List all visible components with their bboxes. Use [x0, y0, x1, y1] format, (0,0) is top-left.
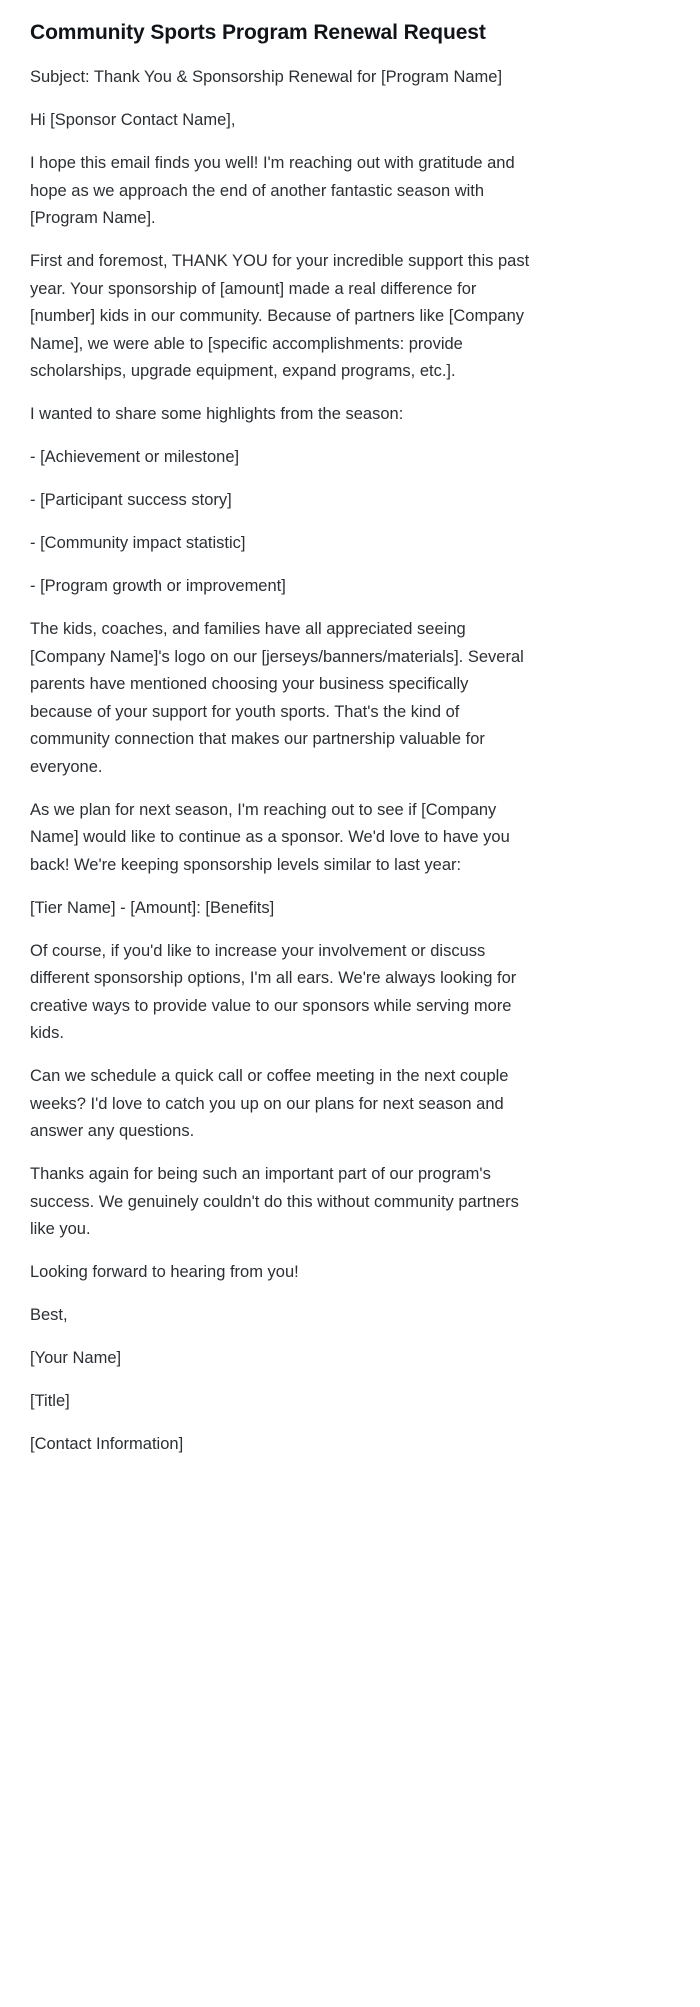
page-title: Community Sports Program Renewal Request [30, 21, 486, 44]
body-paragraph-4: As we plan for next season, I'm reaching out to see if [Company Name] would like to continue as a sponsor. We'd love to have you back! We're keeping sponsorship levels similar to last year: [30, 800, 510, 874]
body-paragraph-3: The kids, coaches, and families have all appreciated seeing [Company Name]'s logo on our [jerseys/banners/materials]. Several parents have mentioned choosing your business specifically because of your support for youth sports. That's the kind of community connection that makes our partnership valuable for everyone. [30, 620, 524, 776]
body-paragraph-5: Of course, if you'd like to increase your involvement or discuss different sponsorship options, I'm all ears. We're always looking for creative ways to provide value to our sponsors while serving more kids. [30, 941, 517, 1042]
list-item: - [Program growth or improvement] [30, 577, 286, 595]
list-item: - [Participant success story] [30, 491, 232, 509]
list-item: - [Achievement or milestone] [30, 448, 240, 466]
body-paragraph-2: First and foremost, THANK YOU for your incredible support this past year. Your sponsorship of [amount] made a real difference for [number] kids in our community. Because of partners like [Company Name], we were able to [specific accomplishments: provide scholarships, upgrade equipment, expand programs, etc.]. [30, 252, 530, 380]
signature-name: [Your Name] [30, 1349, 122, 1367]
signature-contact: [Contact Information] [30, 1435, 184, 1453]
greeting-line: Hi [Sponsor Contact Name], [30, 111, 236, 129]
signature-sign-off: Best, [30, 1306, 68, 1324]
highlights-intro: I wanted to share some highlights from the season: [30, 405, 404, 423]
body-paragraph-1: I hope this email finds you well! I'm reaching out with gratitude and hope as we approach the end of another fantastic season with [Program Name]. [30, 154, 515, 227]
signature-title: [Title] [30, 1392, 70, 1410]
list-item: - [Community impact statistic] [30, 534, 246, 552]
closing-line: Looking forward to hearing from you! [30, 1263, 299, 1281]
subject-line: Subject: Thank You & Sponsorship Renewal for [Program Name] [30, 68, 503, 86]
sponsorship-tier-line: [Tier Name] - [Amount]: [Benefits] [30, 898, 275, 917]
body-paragraph-6: Can we schedule a quick call or coffee meeting in the next couple weeks? I'd love to catch you up on our plans for next season and answer any questions. [30, 1067, 509, 1140]
body-paragraph-7: Thanks again for being such an important part of our program's success. We genuinely couldn't do this without community partners like you. [30, 1165, 519, 1238]
